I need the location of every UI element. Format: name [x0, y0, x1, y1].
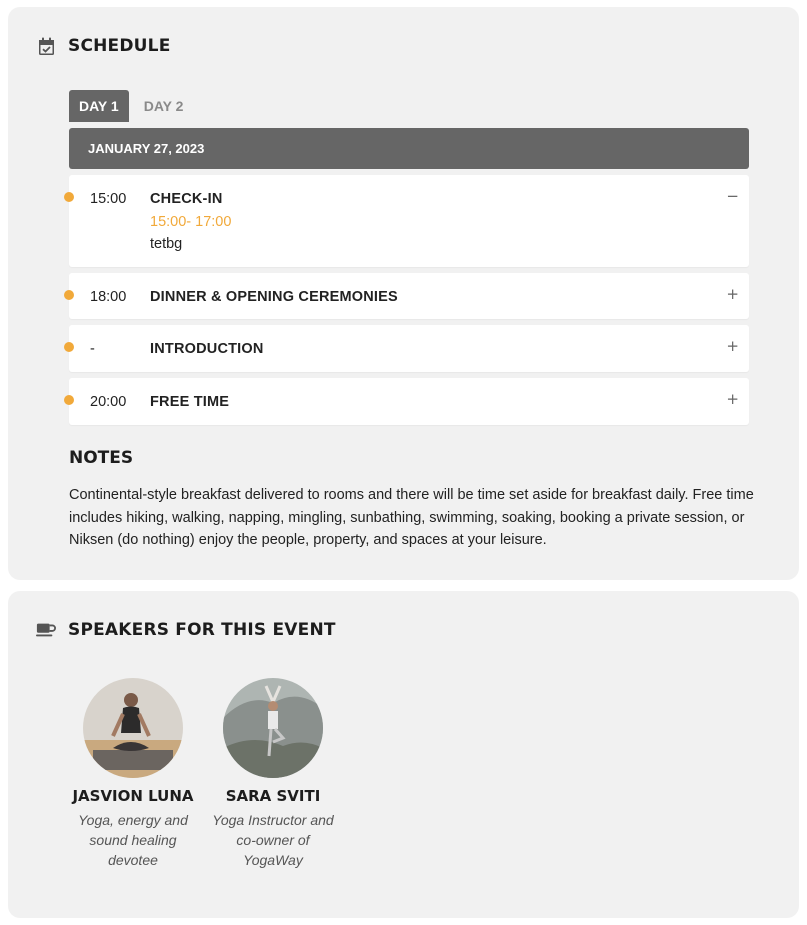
schedule-item-free-time[interactable]	[69, 378, 749, 425]
coffee-cup-icon	[36, 620, 56, 640]
expand-icon[interactable]: +	[726, 390, 739, 408]
date-header: JANUARY 27, 2023	[69, 128, 749, 169]
schedule-title: SCHEDULE	[68, 36, 171, 56]
timeline-dot	[64, 342, 74, 352]
speaker-card[interactable]	[203, 678, 343, 870]
speakers-header	[36, 620, 336, 640]
speaker-role: Yoga Instructor and co-owner of YogaWay	[212, 812, 334, 868]
item-time: -	[90, 341, 95, 357]
notes-body: Continental-style breakfast delivered to rooms and there will be time set aside for breakfast daily. Free time includes hiking, walking, napping, mingling, sunbathing, swimming, soaking, booking a private session, or Niksen (do nothing) enjoy the people, property, and spaces at your leisure.	[69, 487, 754, 548]
tab-day-1[interactable]: DAY 1	[69, 90, 129, 122]
item-title: CHECK-IN	[150, 191, 223, 207]
calendar-check-icon	[36, 36, 56, 56]
tab-day-2[interactable]: DAY 2	[143, 98, 184, 114]
speaker-avatar[interactable]	[83, 678, 183, 778]
item-time: 15:00	[90, 191, 127, 207]
item-time: 18:00	[90, 289, 127, 305]
collapse-icon[interactable]: −	[726, 187, 739, 205]
speakers-panel	[8, 591, 799, 918]
expand-icon[interactable]: +	[726, 285, 739, 303]
item-title: DINNER & OPENING CEREMONIES	[150, 289, 398, 305]
schedule-header	[36, 36, 171, 56]
schedule-item-dinner[interactable]	[69, 273, 749, 319]
speaker-name[interactable]: JASVION LUNA	[72, 787, 194, 805]
speaker-card[interactable]	[63, 678, 203, 870]
schedule-item-introduction[interactable]	[69, 325, 749, 372]
speaker-name[interactable]: SARA SVITI	[225, 787, 321, 805]
item-title: FREE TIME	[150, 394, 230, 410]
schedule-panel	[8, 7, 799, 580]
timeline-dot	[64, 192, 74, 202]
item-time-range: 15:00- 17:00	[150, 214, 232, 230]
notes-title: NOTES	[69, 448, 134, 468]
item-time: 20:00	[90, 394, 127, 410]
item-title: INTRODUCTION	[150, 341, 264, 357]
expand-icon[interactable]: +	[726, 337, 739, 355]
item-description: tetbg	[150, 236, 183, 252]
day-tabs	[69, 90, 193, 122]
timeline-dot	[64, 395, 74, 405]
speaker-role: Yoga, energy and sound healing devotee	[78, 812, 188, 868]
speakers-title: SPEAKERS FOR THIS EVENT	[68, 620, 336, 640]
speaker-avatar[interactable]	[223, 678, 323, 778]
timeline-dot	[64, 290, 74, 300]
schedule-item-check-in[interactable]	[69, 175, 749, 267]
